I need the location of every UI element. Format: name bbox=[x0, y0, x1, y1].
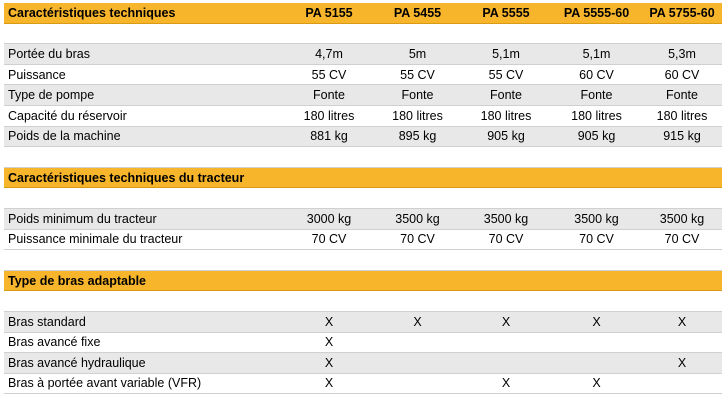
empty-cell bbox=[374, 188, 461, 209]
section-title: Caractéristiques techniques bbox=[4, 3, 284, 23]
model-header: PA 5755-60 bbox=[642, 3, 722, 23]
row-value bbox=[551, 332, 642, 353]
row-value: X bbox=[551, 373, 642, 394]
row-value: 180 litres bbox=[284, 105, 374, 126]
header-cell bbox=[551, 270, 642, 291]
table-row bbox=[4, 64, 722, 85]
spec-table bbox=[4, 3, 722, 394]
row-value: 180 litres bbox=[374, 105, 461, 126]
empty-cell bbox=[4, 250, 284, 271]
row-value: 70 CV bbox=[551, 229, 642, 250]
table-row bbox=[4, 229, 722, 250]
header-cell bbox=[284, 167, 374, 188]
table-row bbox=[4, 44, 722, 65]
empty-cell bbox=[642, 147, 722, 168]
header-cell bbox=[642, 167, 722, 188]
empty-cell bbox=[551, 188, 642, 209]
empty-cell bbox=[374, 147, 461, 168]
row-value: 70 CV bbox=[284, 229, 374, 250]
empty-cell bbox=[284, 147, 374, 168]
header-cell bbox=[374, 270, 461, 291]
row-value: 55 CV bbox=[374, 64, 461, 85]
row-value bbox=[374, 353, 461, 374]
row-value: X bbox=[284, 373, 374, 394]
empty-cell bbox=[642, 291, 722, 312]
row-value: 70 CV bbox=[374, 229, 461, 250]
row-label: Bras standard bbox=[4, 311, 284, 332]
row-value: 915 kg bbox=[642, 126, 722, 147]
row-value: Fonte bbox=[374, 85, 461, 106]
row-label: Type de pompe bbox=[4, 85, 284, 106]
header-cell bbox=[461, 270, 551, 291]
row-value: 3500 kg bbox=[551, 208, 642, 229]
empty-cell bbox=[4, 291, 284, 312]
row-value: X bbox=[642, 311, 722, 332]
row-value: 180 litres bbox=[551, 105, 642, 126]
row-value: 881 kg bbox=[284, 126, 374, 147]
row-value: Fonte bbox=[284, 85, 374, 106]
row-value: 3500 kg bbox=[642, 208, 722, 229]
row-value: 5m bbox=[374, 44, 461, 65]
row-value: X bbox=[374, 311, 461, 332]
row-value: 180 litres bbox=[642, 105, 722, 126]
empty-cell bbox=[551, 147, 642, 168]
row-label: Portée du bras bbox=[4, 44, 284, 65]
row-label: Poids de la machine bbox=[4, 126, 284, 147]
empty-cell bbox=[4, 23, 284, 44]
row-value: Fonte bbox=[551, 85, 642, 106]
empty-cell bbox=[374, 250, 461, 271]
table-row bbox=[4, 332, 722, 353]
row-value: 895 kg bbox=[374, 126, 461, 147]
row-value: X bbox=[461, 311, 551, 332]
row-value: X bbox=[461, 373, 551, 394]
empty-cell bbox=[461, 188, 551, 209]
table-row bbox=[4, 311, 722, 332]
row-value: 3500 kg bbox=[461, 208, 551, 229]
header-cell bbox=[374, 167, 461, 188]
empty-cell bbox=[461, 291, 551, 312]
table-row bbox=[4, 208, 722, 229]
empty-cell bbox=[461, 250, 551, 271]
row-value: 5,3m bbox=[642, 44, 722, 65]
row-value bbox=[374, 332, 461, 353]
row-value bbox=[374, 373, 461, 394]
empty-cell bbox=[642, 23, 722, 44]
section-header bbox=[4, 3, 722, 23]
empty-cell bbox=[642, 250, 722, 271]
row-value: 5,1m bbox=[461, 44, 551, 65]
table-row bbox=[4, 373, 722, 394]
row-value: 905 kg bbox=[461, 126, 551, 147]
section-title: Type de bras adaptable bbox=[4, 270, 284, 291]
empty-cell bbox=[551, 250, 642, 271]
row-label: Bras avancé fixe bbox=[4, 332, 284, 353]
model-header: PA 5555-60 bbox=[551, 3, 642, 23]
empty-cell bbox=[461, 23, 551, 44]
spacer-row bbox=[4, 250, 722, 271]
header-cell bbox=[461, 167, 551, 188]
row-label: Puissance minimale du tracteur bbox=[4, 229, 284, 250]
row-value: 180 litres bbox=[461, 105, 551, 126]
row-value bbox=[642, 332, 722, 353]
spec-table-body bbox=[4, 3, 722, 394]
row-value: 3000 kg bbox=[284, 208, 374, 229]
row-value: Fonte bbox=[461, 85, 551, 106]
empty-cell bbox=[642, 188, 722, 209]
empty-cell bbox=[284, 250, 374, 271]
row-label: Puissance bbox=[4, 64, 284, 85]
header-cell bbox=[642, 270, 722, 291]
row-value: 55 CV bbox=[461, 64, 551, 85]
model-header: PA 5455 bbox=[374, 3, 461, 23]
empty-cell bbox=[4, 147, 284, 168]
spacer-row bbox=[4, 23, 722, 44]
row-label: Bras à portée avant variable (VFR) bbox=[4, 373, 284, 394]
row-value: 5,1m bbox=[551, 44, 642, 65]
table-row bbox=[4, 126, 722, 147]
empty-cell bbox=[284, 188, 374, 209]
empty-cell bbox=[551, 291, 642, 312]
empty-cell bbox=[284, 291, 374, 312]
table-row bbox=[4, 85, 722, 106]
empty-cell bbox=[4, 188, 284, 209]
row-value bbox=[551, 353, 642, 374]
section-header bbox=[4, 270, 722, 291]
row-value bbox=[642, 373, 722, 394]
row-value bbox=[461, 353, 551, 374]
row-value: Fonte bbox=[642, 85, 722, 106]
row-label: Capacité du réservoir bbox=[4, 105, 284, 126]
table-row bbox=[4, 353, 722, 374]
row-label: Bras avancé hydraulique bbox=[4, 353, 284, 374]
header-cell bbox=[551, 167, 642, 188]
empty-cell bbox=[284, 23, 374, 44]
row-value: 4,7m bbox=[284, 44, 374, 65]
row-label: Poids minimum du tracteur bbox=[4, 208, 284, 229]
row-value: 55 CV bbox=[284, 64, 374, 85]
row-value: 905 kg bbox=[551, 126, 642, 147]
table-row bbox=[4, 105, 722, 126]
row-value: X bbox=[284, 311, 374, 332]
empty-cell bbox=[374, 23, 461, 44]
row-value: X bbox=[284, 353, 374, 374]
spacer-row bbox=[4, 188, 722, 209]
row-value: 70 CV bbox=[642, 229, 722, 250]
spacer-row bbox=[4, 291, 722, 312]
row-value: X bbox=[284, 332, 374, 353]
model-header: PA 5155 bbox=[284, 3, 374, 23]
row-value bbox=[461, 332, 551, 353]
empty-cell bbox=[551, 23, 642, 44]
empty-cell bbox=[374, 291, 461, 312]
row-value: X bbox=[642, 353, 722, 374]
row-value: 3500 kg bbox=[374, 208, 461, 229]
row-value: 60 CV bbox=[642, 64, 722, 85]
spacer-row bbox=[4, 147, 722, 168]
section-header bbox=[4, 167, 722, 188]
section-title: Caractéristiques techniques du tracteur bbox=[4, 167, 284, 188]
row-value: 60 CV bbox=[551, 64, 642, 85]
model-header: PA 5555 bbox=[461, 3, 551, 23]
header-cell bbox=[284, 270, 374, 291]
row-value: X bbox=[551, 311, 642, 332]
empty-cell bbox=[461, 147, 551, 168]
row-value: 70 CV bbox=[461, 229, 551, 250]
